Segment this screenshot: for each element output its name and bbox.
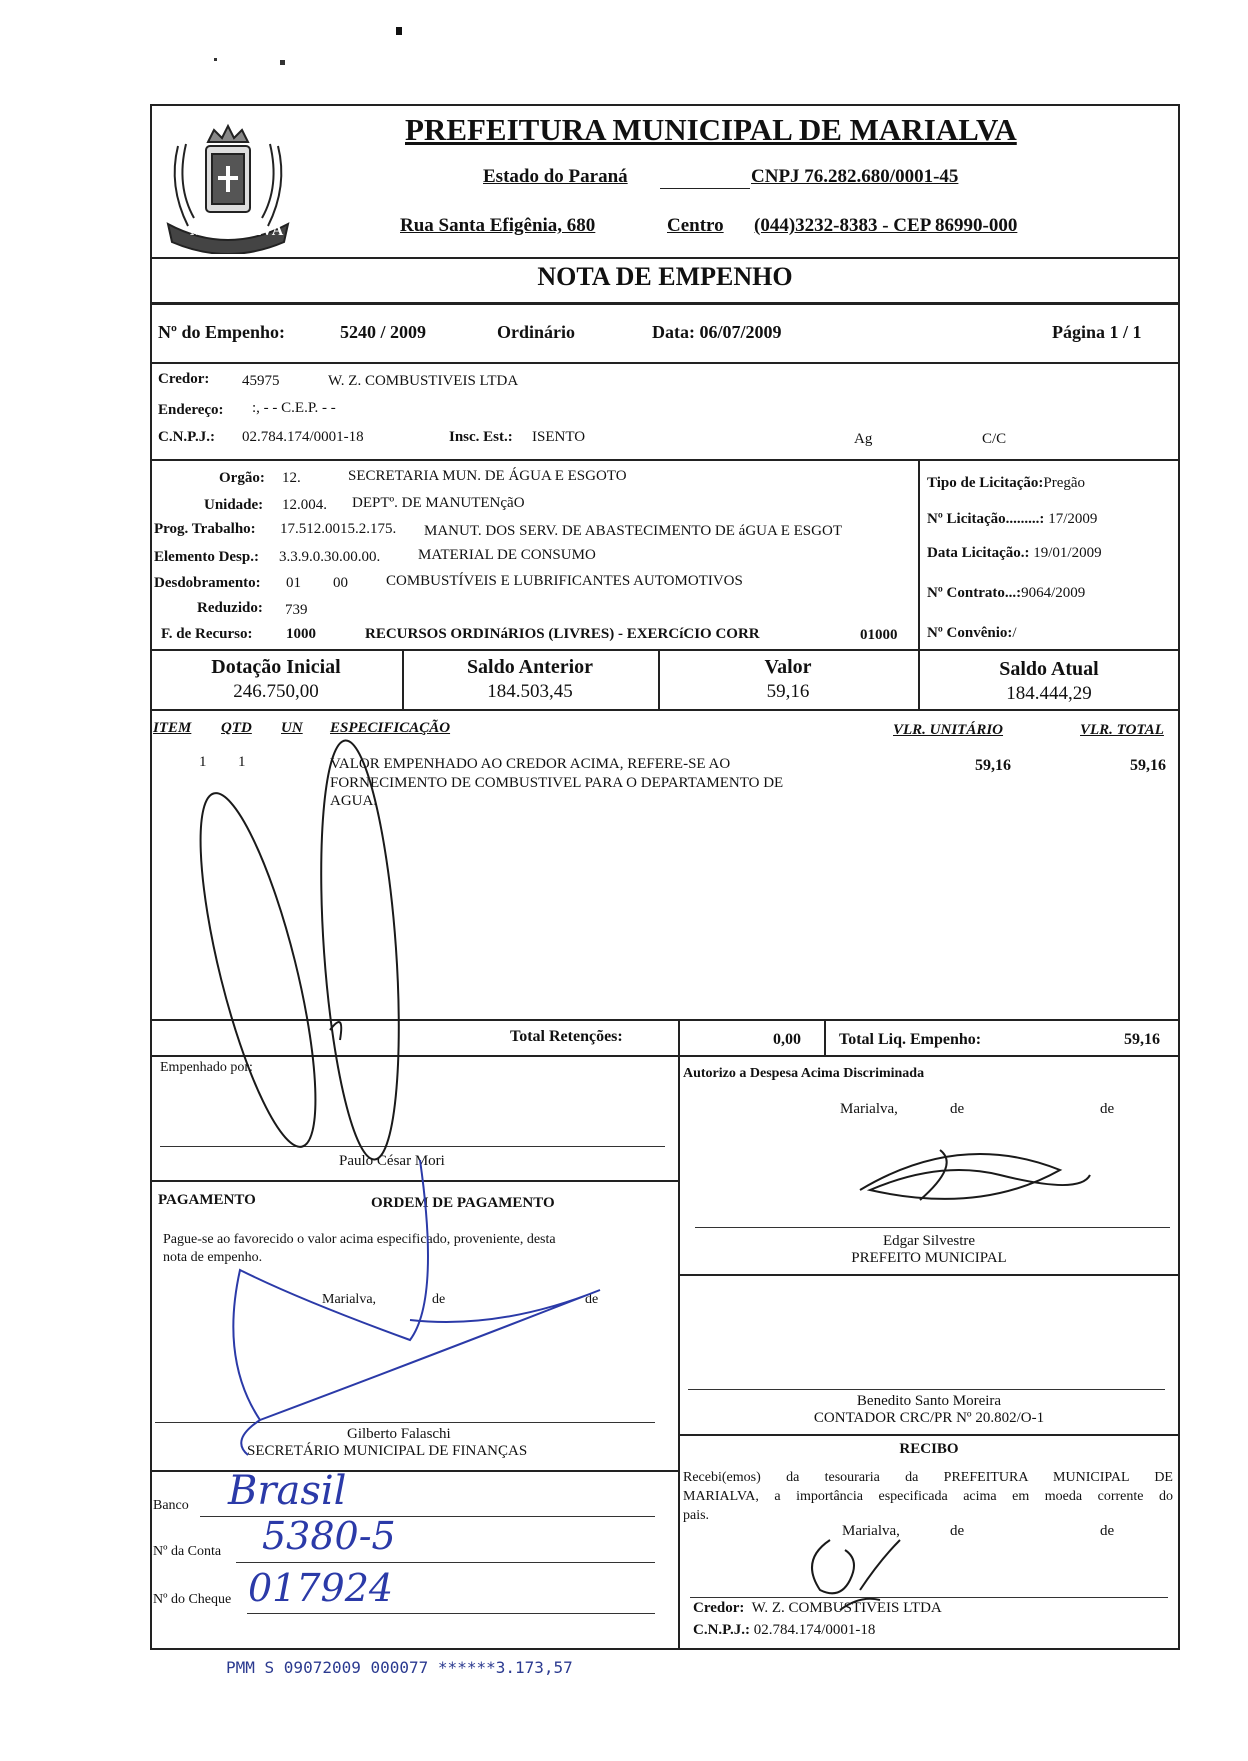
saldo-anterior-label: Saldo Anterior [466, 656, 594, 678]
orgao-code: 12. [282, 470, 301, 486]
elemento-label: Elemento Desp.: [154, 549, 259, 565]
street-label: Rua Santa Efigênia, 680 [400, 215, 596, 236]
tipo-licitacao-label: Tipo de Licitação: [927, 475, 1044, 491]
desdobramento-name: COMBUSTÍVEIS E LUBRIFICANTES AUTOMOTIVOS [386, 573, 743, 589]
desdobramento-label: Desdobramento: [154, 575, 261, 591]
credor-label: Credor: [158, 371, 210, 387]
col-especificacao: ESPECIFICAÇÃO [330, 720, 451, 736]
retencoes-divider-2 [824, 1019, 826, 1055]
recibo-cnpj-label: C.N.P.J.: [693, 1622, 750, 1638]
fonte-label: F. de Recurso: [161, 626, 253, 642]
empenho-date: Data: 06/07/2009 [652, 322, 782, 342]
prog-code: 17.512.0015.2.175. [280, 521, 397, 537]
fonte-name: RECURSOS ORDINáRIOS (LIVRES) - EXERCíCIO CORR [365, 626, 760, 642]
conta-value: 5380-5 [262, 1514, 396, 1558]
doc-title: NOTA DE EMPENHO [537, 262, 793, 291]
credor-name: W. Z. COMBUSTIVEIS LTDA [328, 373, 519, 389]
elemento-name: MATERIAL DE CONSUMO [418, 547, 596, 563]
contador-name: Benedito Santo Moreira [856, 1393, 1002, 1409]
data-licitacao-label: Data Licitação.: [927, 545, 1030, 561]
contador-signature-line [688, 1389, 1165, 1390]
valor-label: Valor [764, 656, 812, 678]
conta-line [236, 1562, 655, 1563]
divider-credor [150, 459, 1180, 461]
unidade-label: Unidade: [204, 497, 264, 513]
col-qtd: QTD [221, 720, 252, 736]
divider-totals [150, 709, 1180, 711]
cheque-label: Nº do Cheque [153, 1592, 232, 1607]
budget-column-divider [918, 459, 920, 649]
recibo-title: RECIBO [899, 1441, 959, 1457]
prefeito-role: PREFEITO MUNICIPAL [851, 1250, 1007, 1266]
cheque-value: 017924 [248, 1566, 394, 1610]
recibo-city: Marialva, [842, 1523, 900, 1539]
col-item: ITEM [153, 720, 192, 736]
recibo-text-line1: Recebi(emos) da tesouraria da PREFEITURA MUNICIPAL DE [683, 1470, 1173, 1485]
elemento-code: 3.3.9.0.30.00.00. [279, 549, 381, 565]
contrato-label: Nº Contrato...: [927, 585, 1022, 601]
lower-column-divider [678, 1055, 680, 1650]
pagamento-text-line2: nota de empenho. [163, 1250, 263, 1265]
tipo-licitacao-value: Pregão [1043, 475, 1086, 491]
banco-value: Brasil [228, 1468, 347, 1514]
retencoes-label: Total Retenções: [510, 1028, 623, 1045]
prefeito-name: Edgar Silvestre [882, 1233, 976, 1249]
crest-banner-text: MARIALVA [190, 222, 285, 239]
item-qtd: 1 [238, 754, 246, 770]
desdobramento-a: 01 [286, 575, 301, 591]
agency-label: Ag [854, 431, 873, 447]
divider-autorizo [678, 1274, 1180, 1276]
credor-code: 45975 [242, 373, 280, 389]
account-label: C/C [982, 431, 1007, 447]
secretario-signature-line [155, 1422, 655, 1423]
num-licitacao-value: 17/2009 [1048, 511, 1098, 527]
address-label: Endereço: [158, 402, 224, 418]
saldo-anterior-value: 184.503,45 [487, 681, 573, 702]
empenhado-name: Paulo César Mori [339, 1153, 445, 1169]
recibo-credor-value: W. Z. COMBUSTIVEIS LTDA [751, 1600, 942, 1616]
fonte-code: 1000 [286, 626, 316, 642]
recibo-text-line3: pais. [683, 1508, 710, 1523]
state-underline [660, 188, 750, 189]
reduzido-value: 739 [285, 602, 308, 618]
divider-contador [678, 1434, 1180, 1436]
autorizo-de1: de [950, 1101, 965, 1117]
recibo-credor-label: Credor: [693, 1600, 745, 1616]
orgao-label: Orgão: [219, 470, 265, 486]
scan-speck [280, 60, 285, 65]
scan-speck [396, 27, 402, 35]
recibo-text-line2: MARIALVA, a importância especificada acima em moeda corrente do [683, 1489, 1173, 1504]
liquido-label: Total Liq. Empenho: [839, 1031, 982, 1048]
divider-budget [150, 649, 1180, 651]
fonte-tail: 01000 [860, 627, 898, 643]
insc-value: ISENTO [532, 429, 586, 445]
pagamento-de1: de [432, 1292, 446, 1307]
recibo-de1: de [950, 1523, 965, 1539]
convenio-label: Nº Convênio: [927, 625, 1013, 641]
pagamento-text-line1: Pague-se ao favorecido o valor acima especificado, proveniente, desta [163, 1232, 556, 1247]
banco-label: Banco [153, 1498, 189, 1513]
cnpj-label: CNPJ 76.282.680/0001-45 [751, 166, 959, 187]
orgao-name: SECRETARIA MUN. DE ÁGUA E ESGOTO [348, 468, 627, 484]
pagamento-city: Marialva, [322, 1292, 377, 1307]
saldo-atual-value: 184.444,29 [1006, 683, 1092, 704]
reduzido-label: Reduzido: [197, 600, 263, 616]
page-number: Página 1 / 1 [1052, 322, 1142, 342]
dotacao-label: Dotação Inicial [211, 656, 341, 678]
autorizo-de2: de [1100, 1101, 1115, 1117]
dotacao-value: 246.750,00 [233, 681, 319, 702]
page-title: PREFEITURA MUNICIPAL DE MARIALVA [405, 112, 1017, 147]
autorizo-label: Autorizo a Despesa Acima Discriminada [683, 1066, 925, 1081]
unidade-code: 12.004. [282, 497, 327, 513]
empenhado-label: Empenhado por: [160, 1060, 253, 1075]
divider-header [150, 257, 1180, 259]
footer-stamp: PMM S 09072009 000077 ******3.173,57 [226, 1658, 573, 1677]
col-valor-unitario: VLR. UNITÁRIO [893, 722, 1004, 738]
credor-cnpj-label: C.N.P.J.: [158, 429, 215, 445]
cheque-line [247, 1613, 655, 1614]
valor-value: 59,16 [766, 681, 810, 702]
address-value: :, - - C.E.P. - - [252, 400, 336, 416]
num-licitacao-label: Nº Licitação.........: [927, 511, 1045, 527]
item-number: 1 [199, 754, 207, 770]
divider-retencoes [150, 1055, 1180, 1057]
liquido-value: 59,16 [1124, 1031, 1160, 1048]
divider-empenho [150, 362, 1180, 364]
retencoes-value: 0,00 [773, 1031, 801, 1048]
contrato-value: 9064/2009 [1021, 585, 1086, 601]
unidade-name: DEPTº. DE MANUTENçãO [352, 495, 525, 511]
prog-name: MANUT. DOS SERV. DE ABASTECIMENTO DE áGUA E ESGOT [424, 523, 842, 539]
recibo-de2: de [1100, 1523, 1115, 1539]
col-valor-total: VLR. TOTAL [1080, 722, 1164, 738]
col-un: UN [281, 720, 303, 736]
secretario-role: SECRETÁRIO MUNICIPAL DE FINANÇAS [247, 1443, 528, 1459]
empenho-number-label: Nº do Empenho: [158, 322, 285, 342]
secretario-name: Gilberto Falaschi [347, 1426, 451, 1442]
pagamento-de2: de [585, 1292, 599, 1307]
pagamento-label: PAGAMENTO [158, 1192, 256, 1208]
empenho-type: Ordinário [497, 322, 576, 342]
item-spec-line3: AGUA. [330, 793, 378, 809]
divider-items [150, 1019, 1180, 1021]
insc-label: Insc. Est.: [449, 429, 513, 445]
saldo-atual-label: Saldo Atual [999, 658, 1099, 680]
item-total-value: 59,16 [1130, 757, 1166, 774]
item-unit-value: 59,16 [975, 757, 1011, 774]
divider-empenhado [150, 1180, 678, 1182]
conta-label: Nº da Conta [153, 1544, 222, 1559]
contador-role: CONTADOR CRC/PR Nº 20.802/O-1 [813, 1410, 1045, 1426]
item-spec-line1: VALOR EMPENHADO AO CREDOR ACIMA, REFERE-SE AO [330, 756, 731, 772]
empenho-number-value: 5240 / 2009 [340, 322, 427, 342]
phone-cep-label: (044)3232-8383 - CEP 86990-000 [754, 215, 1018, 236]
data-licitacao-value: 19/01/2009 [1033, 545, 1102, 561]
ordem-pagamento-label: ORDEM DE PAGAMENTO [371, 1195, 555, 1211]
scan-speck [214, 58, 217, 61]
desdobramento-b: 00 [333, 575, 348, 591]
prefeito-signature-line [695, 1227, 1170, 1228]
empenhado-signature-line [160, 1146, 665, 1147]
prog-label: Prog. Trabalho: [154, 521, 256, 537]
divider-title [150, 302, 1180, 305]
retencoes-divider-1 [678, 1019, 680, 1055]
credor-cnpj-value: 02.784.174/0001-18 [242, 429, 364, 445]
convenio-value: / [1012, 625, 1017, 641]
district-label: Centro [667, 215, 724, 236]
autorizo-city: Marialva, [840, 1101, 898, 1117]
recibo-signature-line [690, 1597, 1168, 1598]
item-spec-line2: FORNECIMENTO DE COMBUSTIVEL PARA O DEPARTAMENTO DE [330, 775, 784, 791]
state-label: Estado do Paraná [483, 166, 628, 187]
recibo-cnpj-value: 02.784.174/0001-18 [753, 1622, 876, 1638]
